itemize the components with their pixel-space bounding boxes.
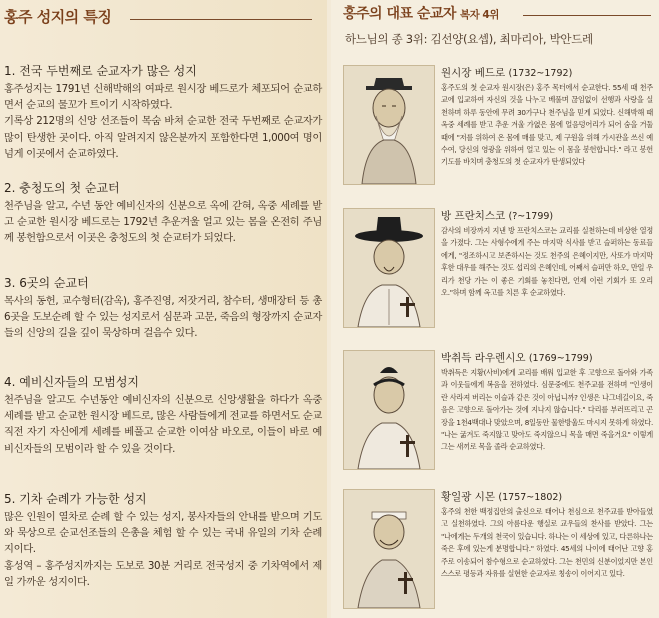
feature-section-1 [4, 62, 322, 162]
portrait-drawing [344, 490, 434, 608]
martyr-years: (?~1799) [508, 211, 554, 222]
martyr-name-text: 원시장 베드로 [441, 67, 506, 79]
martyr-name-text: 박취득 라우렌시오 [441, 352, 526, 364]
section-body [4, 293, 322, 342]
martyr-text [441, 208, 653, 299]
martyr-name-text: 방 프란치스코 [441, 210, 506, 222]
martyr-years: (1769~1799) [528, 353, 593, 364]
martyr-text [441, 350, 653, 454]
martyr-years: (1757~1802) [498, 492, 563, 503]
martyr-name-text: 황일광 시몬 [441, 491, 496, 503]
portrait-image [343, 208, 435, 328]
right-title-text: 홍주의 대표 순교자 [343, 6, 456, 22]
section-paragraph: 천주님을 알고도 수년동안 예비신자의 신분으로 신앙생활을 하다가 옥중 세례를 받고 순교한 원시장 베드로, 많은 사람들에게 전교를 하면서도 순교직전 자기 자신에게 세례를 베풀고 순교한 이여삼 바오로, 이들이 바로 예비신자들의 모범이라 할 수 있을 것이다. [4, 394, 322, 455]
feature-section-4 [4, 373, 322, 457]
martyr-name [441, 350, 653, 365]
title-underline [130, 19, 312, 20]
martyr-bio: 홍주도의 첫 순교자 원시장(은) 홍주 목터에서 순교한다. 55세 때 천주교에 입교하여 자신의 것을 나누고 베풀며 끊임없이 선행과 사랑을 실천하며 하루 동안에 무려 30가구나 천주님을 믿게 되었다. 신해박해 때 옥중 세례를 받고 추운 겨울 가엾은 몸에 얼음덩어리가 되어 숨을 거둘 때에 "저를 위하여 온 몸에 매를 맞고, 제 구원을 위해 가시관을 쓰신 예수여, 당신의 영광을 위하여 얼고 있는 이 몸을 봉헌합니다." 라고 봉헌기도를 바치며 충청도의 첫 순교자가 탄생되었다 [441, 83, 653, 167]
section-heading: 1. 전국 두번째로 순교자가 많은 성지 [4, 64, 197, 78]
martyr-bio: 홍주의 천한 백정집안의 출신으로 태어나 천심으로 천주교를 받아들였고 실천하였다. 그의 아름다운 행실로 교우들의 찬사를 받았다. 그는 "나에게는 두개의 천국이 있습니다. 하나는 이 세상에 있고, 다른하나는 죽은 후에 있는게 분명합니다." 하였다. 45세의 나이에 태어난 고향 홍주로 이송되어 참수형으로 순교하였다. 그는 천민의 신분이었지만 본인 스스로 평등과 자유를 실현한 순교자로 칭송이 이어지고 있다. [441, 507, 653, 579]
section-paragraph: 천주님을 알고, 수년 동안 예비신자의 신분으로 옥에 갇혀, 옥중 세례를 받고 순교한 원시장 베드로는 1792년 추운겨울 얼고 있는 몸을 온전히 주님께 봉헌함으로서 이곳은 충청도의 첫 순교터가 되었다. [4, 200, 322, 245]
left-column [0, 0, 327, 618]
feature-section-2 [4, 179, 322, 247]
section-heading: 4. 예비신자들의 모범성지 [4, 375, 139, 389]
section-body [4, 81, 322, 162]
section-body [4, 392, 322, 457]
portrait-image [343, 350, 435, 470]
martyr-years: (1732~1792) [508, 68, 573, 79]
servants-of-god-line: 하느님의 종 3위: 김선양(요셉), 최마리아, 박안드레 [345, 32, 593, 46]
right-title [343, 3, 499, 23]
section-paragraph: 목사의 동헌, 교수형터(감옥), 홍주진영, 저잣거리, 참수터, 생매장터 등 총6곳을 도보순례 할 수 있는 성지로서 심문과 고문, 죽음의 형장까지 순교자들의 신앙의 길을 깊이 묵상하며 걸음수 있다. [4, 295, 322, 340]
martyr-bio: 박취득은 지황(사비)에게 교리를 배워 입교한 후 고향으로 돌아와 가족과 이웃들에게 복음을 전하였다. 심문중에도 천주교를 전하며 "인생이란 사라져 버리는 이슬과 같은 것이 아닙니까? 인생은 나그네길이요, 죽음은 고향으로 돌아가는 것에 지나지 않습니다." 다리를 부러뜨리고 곤장을 1천4백대나 맞았으며, 8일동안 물한방울도 마시지 못하게 하였다. "나는 굶겨도 죽지않고 맞아도 죽지않으니 목을 매면 죽을거요" 이렇게 그는 새끼로 목을 졸라 순교하였다. [441, 368, 653, 452]
portrait-image [343, 65, 435, 185]
martyr-bio: 감사의 비장까지 지낸 방 프란치스코는 교리를 실천하는데 비상한 열정을 가졌다. 그는 사형수에게 주는 마지막 식사를 받고 슬퍼하는 동료들에게, "정조하시고 보존하시는 것도 천주의 은혜이지만, 사또가 마지막 후한 대우를 해주는 것도 섭리의 은혜인데, 어째서 슬퍼만 하오, 만일 우리가 천당 가는 이 좋은 기회를 놓친다면, 언제 이런 기회가 또 오리오."하며 함께 옥고를 치른 후 순교하였다. [441, 226, 653, 298]
section-paragraph: 홍주성지는 1791년 신해박해의 여파로 원시장 베드로가 체포되어 순교하면서 순교의 물꼬가 트이기 시작하였다. [4, 83, 322, 112]
right-title-sub: 복자 4위 [459, 9, 499, 21]
portrait-drawing [344, 209, 434, 327]
martyr-name [441, 208, 653, 223]
portrait-image [343, 489, 435, 609]
portrait-drawing [344, 66, 434, 184]
section-heading: 2. 충청도의 첫 순교터 [4, 181, 120, 195]
martyr-text [441, 489, 653, 580]
section-paragraph: 기록상 212명의 신앙 선조들이 목숨 바쳐 순교한 전국 두번째로 순교자가 많이 탄생한 곳이다. 아직 알려지지 않은분까지 포함한다면 1,000여 명이 넘게 이곳에서 순교하였다. [4, 115, 322, 160]
title-underline [523, 15, 651, 16]
martyr-name [441, 65, 653, 80]
right-column [331, 0, 659, 618]
martyr-name [441, 489, 653, 504]
section-heading: 3. 6곳의 순교터 [4, 276, 89, 290]
section-paragraph: 많은 인원이 열차로 순례 할 수 있는 성지, 봉사자들의 안내를 받으며 기도와 묵상으로 순교선조들의 은총을 체험 할 수 있는 국내 유일의 기차 순례지이다. [4, 511, 322, 556]
feature-section-5 [4, 490, 322, 590]
feature-section-3 [4, 274, 322, 342]
martyr-text [441, 65, 653, 169]
section-paragraph: 홍성역 – 홍주성지까지는 도보로 30분 거리로 전국성지 중 기차역에서 제일 가까운 성지이다. [4, 559, 322, 588]
section-body [4, 509, 322, 590]
section-body [4, 198, 322, 247]
portrait-drawing [344, 351, 434, 469]
section-heading: 5. 기차 순례가 가능한 성지 [4, 492, 147, 506]
left-title: 홍주 성지의 특징 [4, 8, 112, 26]
